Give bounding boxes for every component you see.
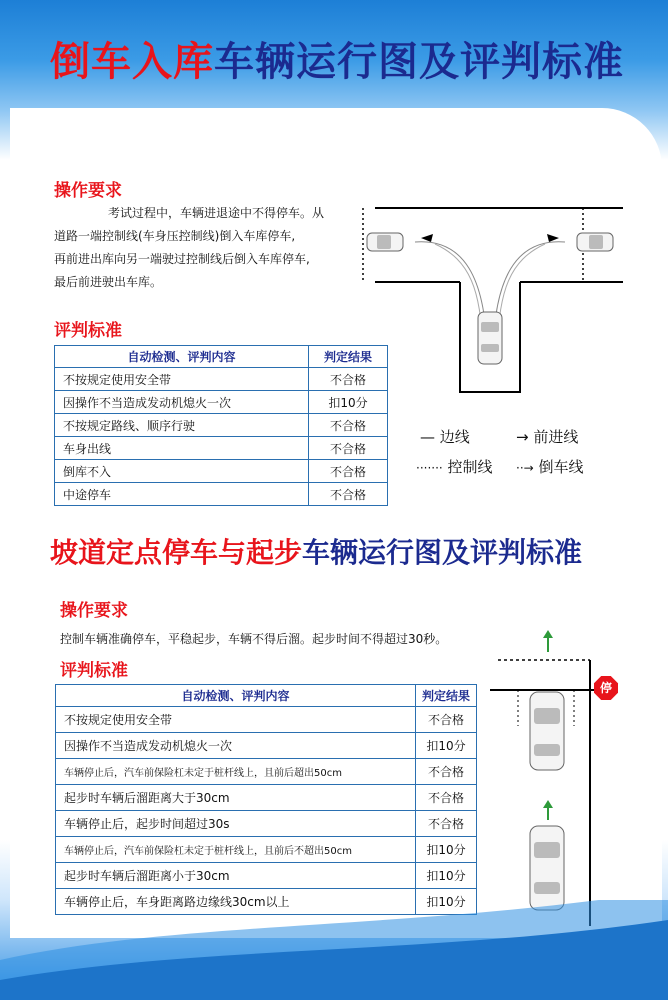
section2-title-red: 坡道定点停车与起步	[50, 536, 303, 569]
table-row	[55, 460, 388, 483]
section2-title-blue: 车辆运行图及评判标准	[302, 536, 583, 569]
table-header-row	[56, 685, 477, 707]
table-cell-item: 因操作不当造成发动机熄火一次	[55, 391, 309, 414]
section1-judge-table	[54, 345, 388, 506]
table-cell-item: 车身出线	[55, 437, 309, 460]
table-row	[56, 759, 477, 785]
dotted-line-icon: ·······	[416, 461, 443, 475]
table-cell-item: 不按规定路线、顺序行驶	[55, 414, 309, 437]
forward-arrow-icon: →	[516, 428, 529, 446]
table-row	[55, 414, 388, 437]
table-cell-item: 中途停车	[55, 483, 309, 506]
table-cell-result: 扣10分	[309, 391, 388, 414]
table-cell-item: 车辆停止后，车身距离路边缘线30cm以上	[56, 889, 416, 915]
section1-op-line3: 再前进出库向另一端驶过控制线后倒入车库停车,	[54, 252, 310, 266]
table-row	[56, 837, 477, 863]
section1-op-line2: 道路一端控制线(车身压控制线)倒入车库停车,	[54, 229, 296, 243]
section2-title	[50, 530, 582, 576]
table-row	[55, 483, 388, 506]
car-bottom	[530, 826, 564, 910]
table-cell-result: 不合格	[309, 437, 388, 460]
main-title-blue: 车辆运行图及评判标准	[214, 39, 624, 85]
section1-op-line4: 最后前进驶出车库。	[54, 275, 163, 289]
table-cell-result: 不合格	[309, 483, 388, 506]
table-cell-result: 不合格	[416, 707, 477, 733]
slope-stop-diagram	[490, 630, 630, 930]
bottom-wave-decoration	[0, 900, 668, 1000]
section2-op-text: 控制车辆准确停车，平稳起步，车辆不得后溜。起步时间不得超过30秒。	[60, 632, 448, 646]
arrow-right	[547, 234, 559, 242]
main-title-red: 倒车入库	[50, 39, 214, 85]
table-cell-item: 车辆停止后，起步时间超过30s	[56, 811, 416, 837]
legend-control: ······· 控制线	[416, 458, 493, 476]
table-cell-item: 不按规定使用安全带	[56, 707, 416, 733]
car-right	[577, 233, 613, 251]
table-row	[55, 391, 388, 414]
table-row	[56, 707, 477, 733]
car-garage	[478, 312, 502, 364]
table-cell-result: 不合格	[416, 811, 477, 837]
table-row	[56, 733, 477, 759]
section2-judge-table	[55, 684, 477, 915]
table-header-result: 判定结果	[416, 685, 477, 707]
table-cell-item: 因操作不当造成发动机熄火一次	[56, 733, 416, 759]
car-left	[367, 233, 403, 251]
section1-op-line1: 考试过程中，车辆进退途中不得停车。从	[108, 206, 325, 220]
section2-judge-heading: 评判标准	[60, 661, 128, 681]
table-cell-result: 扣10分	[416, 863, 477, 889]
reverse-parking-diagram	[355, 200, 625, 400]
section2-op-heading: 操作要求	[60, 601, 128, 621]
table-cell-item: 车辆停止后，汽车前保险杠未定于桩杆线上，且前后超出50cm	[56, 759, 416, 785]
table-row	[56, 863, 477, 889]
stop-sign-label: 停	[599, 681, 612, 695]
table-header-row	[55, 346, 388, 368]
legend-reverse: ··→ 倒车线	[516, 458, 584, 476]
legend-edge: — 边线	[420, 428, 470, 446]
table-row	[56, 785, 477, 811]
table-cell-item: 不按规定使用安全带	[55, 368, 309, 391]
table-row	[55, 368, 388, 391]
table-cell-result: 扣10分	[416, 837, 477, 863]
table-cell-result: 不合格	[309, 460, 388, 483]
table-cell-item: 起步时车辆后溜距离小于30cm	[56, 863, 416, 889]
table-row	[56, 811, 477, 837]
table-cell-result: 不合格	[416, 759, 477, 785]
table-cell-result: 不合格	[309, 368, 388, 391]
table-header-content: 自动检测、评判内容	[55, 346, 309, 368]
dotted-arrow-icon: ··→	[516, 461, 534, 475]
table-cell-result: 扣10分	[416, 889, 477, 915]
table-cell-result: 不合格	[416, 785, 477, 811]
table-cell-result: 扣10分	[416, 733, 477, 759]
arrow-left	[421, 234, 433, 242]
table-row	[55, 437, 388, 460]
table-cell-item: 起步时车辆后溜距离大于30cm	[56, 785, 416, 811]
table-cell-result: 不合格	[309, 414, 388, 437]
edge-line-icon: —	[420, 428, 435, 446]
table-cell-item: 倒库不入	[55, 460, 309, 483]
car-top	[530, 692, 564, 770]
table-header-result: 判定结果	[309, 346, 388, 368]
table-cell-item: 车辆停止后，汽车前保险杠未定于桩杆线上，且前后不超出50cm	[56, 837, 416, 863]
up-arrow-top-icon	[543, 630, 553, 638]
section1-op-heading: 操作要求	[54, 181, 122, 201]
up-arrow-bottom-icon	[543, 800, 553, 808]
table-header-content: 自动检测、评判内容	[56, 685, 416, 707]
legend-forward: → 前进线	[516, 428, 579, 446]
main-title	[50, 32, 624, 92]
section1-judge-heading: 评判标准	[54, 321, 122, 341]
